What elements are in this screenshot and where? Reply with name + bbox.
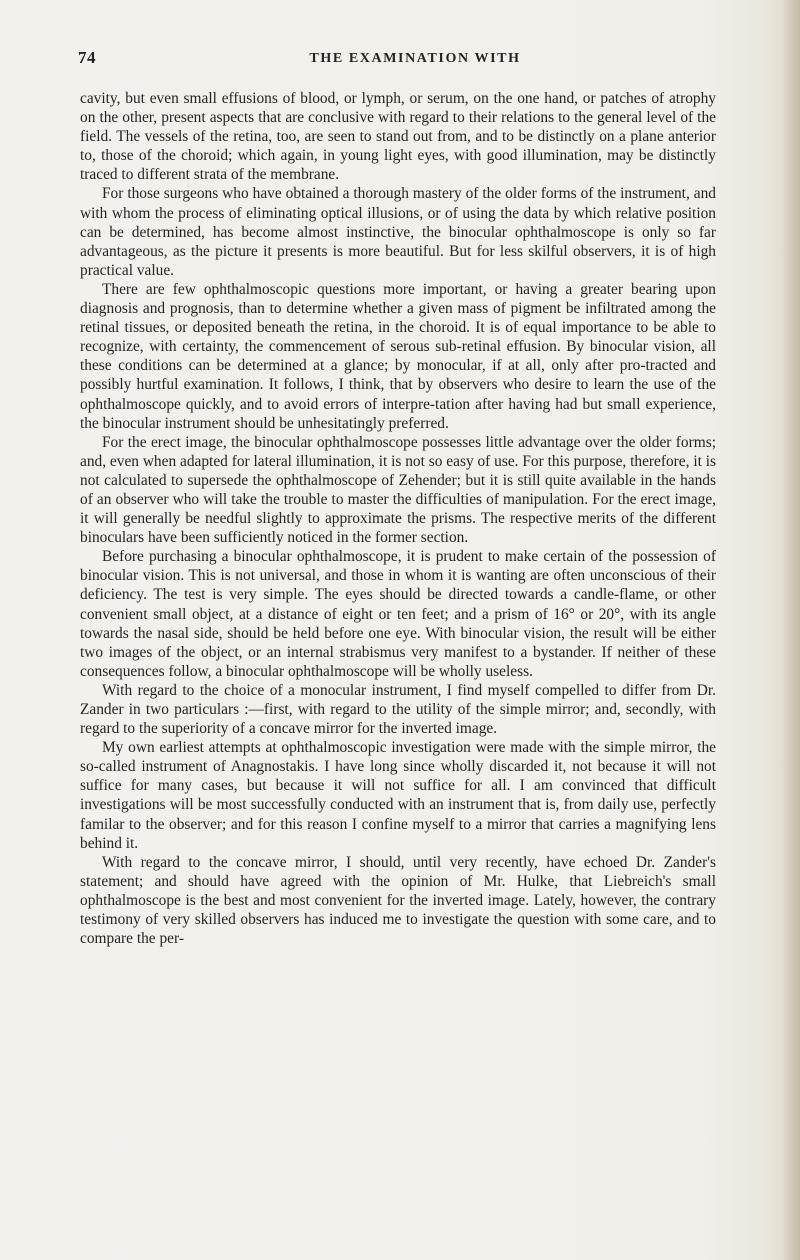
page-number: 74: [78, 48, 96, 67]
paragraph: Before purchasing a binocular ophthalmoscope, it is prudent to make certain of the possession of binocular vision. This is not universal, and those in whom it is wanting are often unconscious of their deficiency. The test is very simple. The eyes should be directed towards a candle-flame, or other convenient small object, at a distance of eight or ten feet; and a prism of 16° or 20°, with its angle towards the nasal side, should be held before one eye. With binocular vision, the result will be either two images of the object, or an internal strabismus very manifest to a bystander. If neither of these consequences follow, a binocular ophthalmoscope will be wholly useless.: [80, 548, 716, 680]
running-head: THE EXAMINATION WITH: [309, 51, 521, 66]
page-header: [78, 48, 728, 72]
paragraph: There are few ophthalmoscopic questions more important, or having a greater bearing upon diagnosis and prognosis, than to determine whether a given mass of pigment be infiltrated among the retinal tissues, or deposited beneath the retina, in the choroid. It is of equal importance to be able to recognize, with certainty, the commencement of serous sub-retinal effusion. By binocular vision, all these conditions can be determined at a glance; by monocular, if at all, only after pro-tracted and possibly hurtful examination. It follows, I think, that by observers who desire to learn the use of the ophthalmoscope quickly, and to avoid errors of interpre-tation after having had but small experience, the binocular instrument should be unhesitatingly preferred.: [80, 280, 716, 432]
paragraph: With regard to the choice of a monocular instrument, I find myself compelled to differ from Dr. Zander in two particulars :—first, with regard to the utility of the simple mirror; and, secondly, with regard to the superiority of a concave mirror for the inverted image.: [80, 681, 716, 738]
body-text: [80, 89, 716, 948]
paragraph: With regard to the concave mirror, I should, until very recently, have echoed Dr. Zander's statement; and should have agreed with the opinion of Mr. Hulke, that Liebreich's small ophthalmoscope is the best and most convenient for the inverted image. Lately, however, the contrary testimony of very skilled observers has induced me to investigate the question with some care, and to compare the per-: [80, 853, 716, 948]
paragraph: My own earliest attempts at ophthalmoscopic investigation were made with the simple mirror, the so-called instrument of Anagnostakis. I have long since wholly discarded it, not because it will not suffice for many cases, but because it will not suffice for all. I am convinced that difficult investigations will be most successfully conducted with an instrument that is, from daily use, perfectly familar to the observer; and for this reason I confine myself to a mirror that carries a magnifying lens behind it.: [80, 739, 716, 852]
paragraph: For those surgeons who have obtained a thorough mastery of the older forms of the instrument, and with whom the process of eliminating optical illusions, or of using the data by which relative position can be determined, has become almost instinctive, the binocular ophthalmoscope is only so far advantageous, as the picture it presents is more beautiful. But for less skilful observers, it is of high practical value.: [80, 185, 716, 279]
paragraph: For the erect image, the binocular ophthalmoscope possesses little advantage over the older forms; and, even when adapted for lateral illumination, it is not so easy of use. For this purpose, therefore, it is not calculated to supersede the ophthalmoscope of Zehender; but it is still quite available in the hands of an observer who will take the trouble to master the difficulties of manipulation. For the erect image, it will generally be needful slightly to approximate the prisms. The respective merits of the different binoculars have been sufficiently noticed in the former section.: [80, 433, 716, 547]
page-edge-shadow: [782, 0, 800, 1260]
paragraph-continued: cavity, but even small effusions of blood, or lymph, or serum, on the one hand, or patches of atrophy on the other, present aspects that are conclusive with regard to their relations to the general level of the field. The vessels of the retina, too, are seen to stand out from, and to be distinctly on a plane anterior to, those of the choroid; which again, in young light eyes, with good illumination, may be distinctly traced to different strata of the membrane.: [80, 90, 716, 184]
